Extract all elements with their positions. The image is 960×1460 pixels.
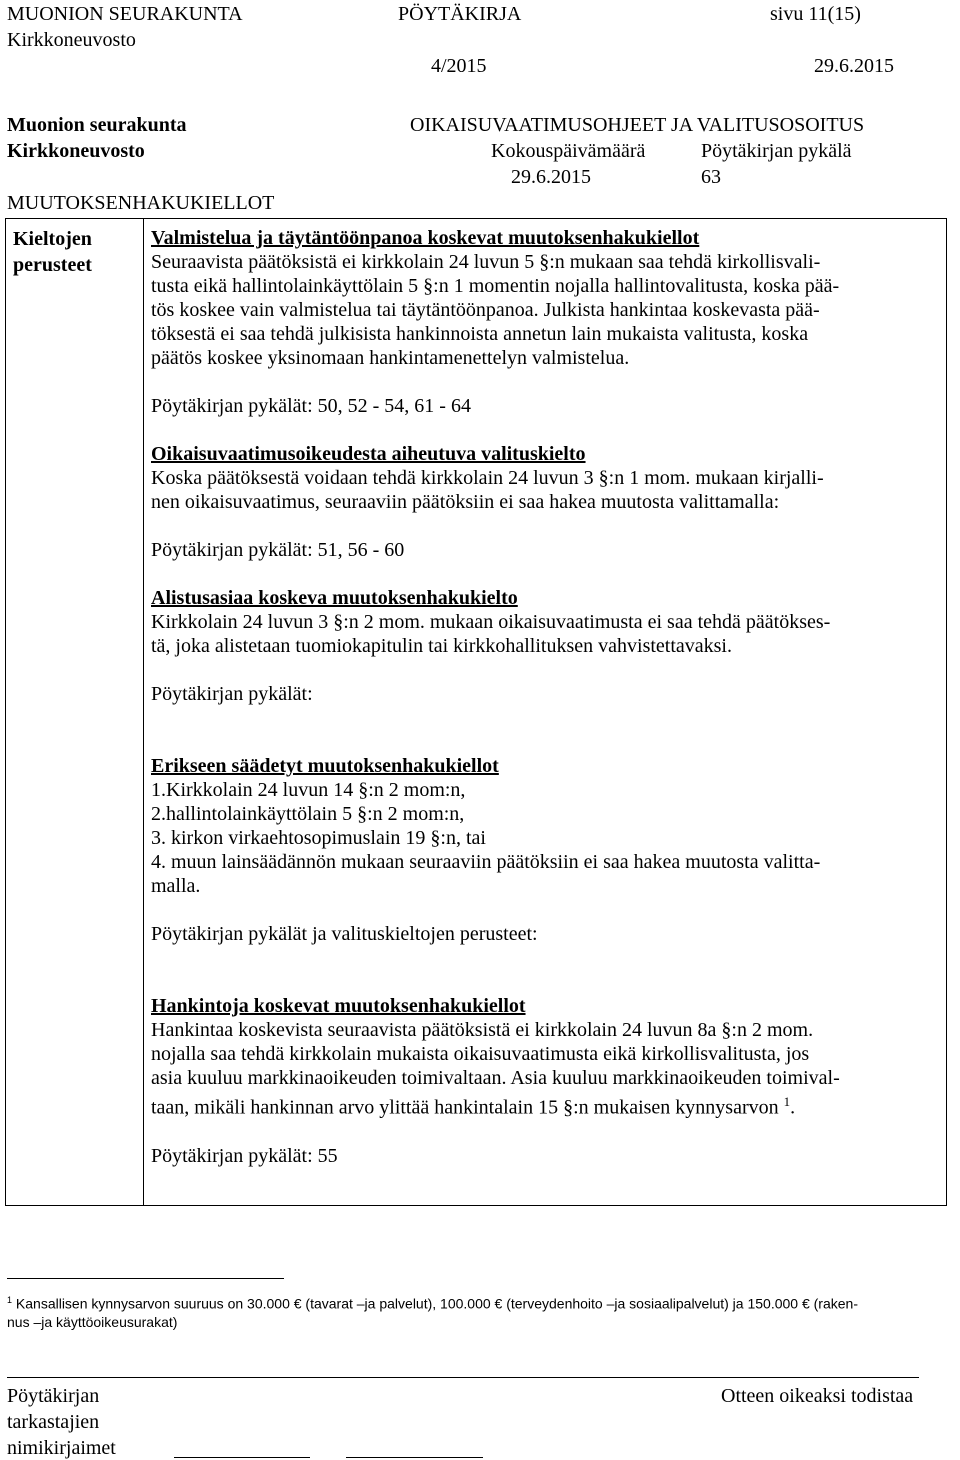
signature-label-2: tarkastajien bbox=[7, 1411, 100, 1433]
initials-line-2[interactable] bbox=[346, 1457, 483, 1458]
s4-item: 2.hallintolainkäyttölain 5 §:n 2 mom:n, bbox=[151, 803, 465, 825]
s4-ref: Pöytäkirjan pykälät ja valituskieltojen perusteet: bbox=[151, 923, 538, 945]
header-org: MUONION SEURAKUNTA bbox=[7, 3, 243, 25]
s2-ref: Pöytäkirjan pykälät: 51, 56 - 60 bbox=[151, 539, 405, 561]
s5-title: Hankintoja koskevat muutoksenhakukiellot bbox=[151, 995, 526, 1017]
s2-line: Koska päätöksestä voidaan tehdä kirkkolain 24 luvun 3 §:n 1 mom. mukaan kirjalli- bbox=[151, 467, 824, 489]
section-label: Pöytäkirjan pykälä bbox=[701, 140, 852, 162]
s5-line: asia kuuluu markkinaoikeuden toimivaltaan. Asia kuuluu markkinaoikeuden toimival- bbox=[151, 1067, 840, 1089]
column-divider bbox=[143, 218, 144, 1206]
footnote-line2: nus –ja käyttöoikeusurakat) bbox=[7, 1313, 178, 1330]
section-title: MUUTOKSENHAKUKIELLOT bbox=[7, 192, 275, 214]
s5-line: nojalla saa tehdä kirkkolain mukaista oikaisuvaatimusta eikä kirkollisvalitusta, jos bbox=[151, 1043, 810, 1065]
section-number: 63 bbox=[701, 166, 721, 188]
footnote-rule bbox=[7, 1278, 284, 1279]
s3-line: Kirkkolain 24 luvun 3 §:n 2 mom. mukaan oikaisuvaatimusta ei saa tehdä päätökses- bbox=[151, 611, 831, 633]
footnote-line1 bbox=[7, 1291, 858, 1313]
header-date: 29.6.2015 bbox=[814, 55, 894, 77]
s3-title: Alistusasiaa koskeva muutoksenhakukielto bbox=[151, 587, 518, 609]
s4-item: 1.Kirkkolain 24 luvun 14 §:n 2 mom:n, bbox=[151, 779, 466, 801]
s2-title: Oikaisuvaatimusoikeudesta aiheutuva valituskielto bbox=[151, 443, 586, 465]
signature-label-1: Pöytäkirjan bbox=[7, 1385, 100, 1407]
footnote-text: Kansallisen kynnysarvon suuruus on 30.000 € (tavarat –ja palvelut), 100.000 € (terveydenhoito –ja sosiaalipalvelut) ja 150.000 € (raken- bbox=[12, 1295, 858, 1312]
s1-line: töksestä ei saa tehdä julkisista hankinnoista annetun lain mukaista valitusta, koska bbox=[151, 323, 809, 345]
header-doc-type: PÖYTÄKIRJA bbox=[398, 3, 522, 25]
header-body: Kirkkoneuvosto bbox=[7, 29, 136, 51]
header-page: sivu 11(15) bbox=[770, 3, 861, 25]
s5-ref: Pöytäkirjan pykälät: 55 bbox=[151, 1144, 338, 1167]
left-label-line1: Kieltojen bbox=[13, 228, 92, 250]
title-body: Kirkkoneuvosto bbox=[7, 140, 145, 162]
meeting-date: 29.6.2015 bbox=[511, 166, 591, 188]
footnote bbox=[7, 1291, 858, 1331]
s1-line: tös koskee vain valmistelua tai täytäntöönpanoa. Julkista hankintaa koskevasta pää- bbox=[151, 299, 820, 321]
certified-text: Otteen oikeaksi todistaa bbox=[721, 1385, 914, 1407]
s1-line: Seuraavista päätöksistä ei kirkkolain 24 luvun 5 §:n mukaan saa tehdä kirkollisvali- bbox=[151, 251, 821, 273]
left-label bbox=[13, 226, 92, 278]
s1-ref: Pöytäkirjan pykälät: 50, 52 - 54, 61 - 64 bbox=[151, 395, 471, 417]
s1-line: päätös koskee yksinomaan hankintamenettelyn valmistelua. bbox=[151, 347, 630, 369]
s5-line-last bbox=[151, 1090, 941, 1120]
s4-item: malla. bbox=[151, 875, 201, 897]
s5-line-text: taan, mikäli hankinnan arvo ylittää hankintalain 15 §:n mukaisen kynnysarvon bbox=[151, 1096, 779, 1119]
title-heading: OIKAISUVAATIMUSOHJEET JA VALITUSOSOITUS bbox=[410, 114, 865, 136]
s4-item: 3. kirkon virkaehtosopimuslain 19 §:n, tai bbox=[151, 827, 486, 849]
initials-line-1[interactable] bbox=[174, 1457, 310, 1458]
meeting-date-label: Kokouspäivämäärä bbox=[491, 140, 646, 162]
s3-line: tä, joka alistetaan tuomiokapitulin tai kirkkohallituksen vahvistettavaksi. bbox=[151, 635, 732, 657]
signature-label-3: nimikirjaimet bbox=[7, 1437, 116, 1459]
content-column bbox=[151, 226, 941, 1168]
footnote-mark: 1 bbox=[7, 1295, 13, 1305]
left-label-line2: perusteet bbox=[13, 254, 92, 276]
s1-line: tusta eikä hallintolainkäyttölain 5 §:n 1 momentin nojalla hallintovalitusta, koska pää- bbox=[151, 275, 840, 297]
s4-title: Erikseen säädetyt muutoksenhakukiellot bbox=[151, 755, 499, 777]
s5-line: Hankintaa koskevista seuraavista päätöksistä ei kirkkolain 24 luvun 8a §:n 2 mom. bbox=[151, 1019, 814, 1041]
signature-rule bbox=[7, 1377, 919, 1378]
s3-ref: Pöytäkirjan pykälät: bbox=[151, 683, 313, 705]
footnote-ref[interactable]: 1 bbox=[783, 1094, 791, 1109]
s5-end: . bbox=[790, 1096, 796, 1119]
header-number: 4/2015 bbox=[431, 55, 487, 77]
s1-title: Valmistelua ja täytäntöönpanoa koskevat muutoksenhakukiellot bbox=[151, 227, 700, 249]
title-org: Muonion seurakunta bbox=[7, 114, 187, 136]
s2-line: nen oikaisuvaatimus, seuraaviin päätöksiin ei saa hakea muutosta valittamalla: bbox=[151, 491, 780, 513]
s4-item: 4. muun lainsäädännön mukaan seuraaviin päätöksiin ei saa hakea muutosta valitta- bbox=[151, 851, 821, 873]
